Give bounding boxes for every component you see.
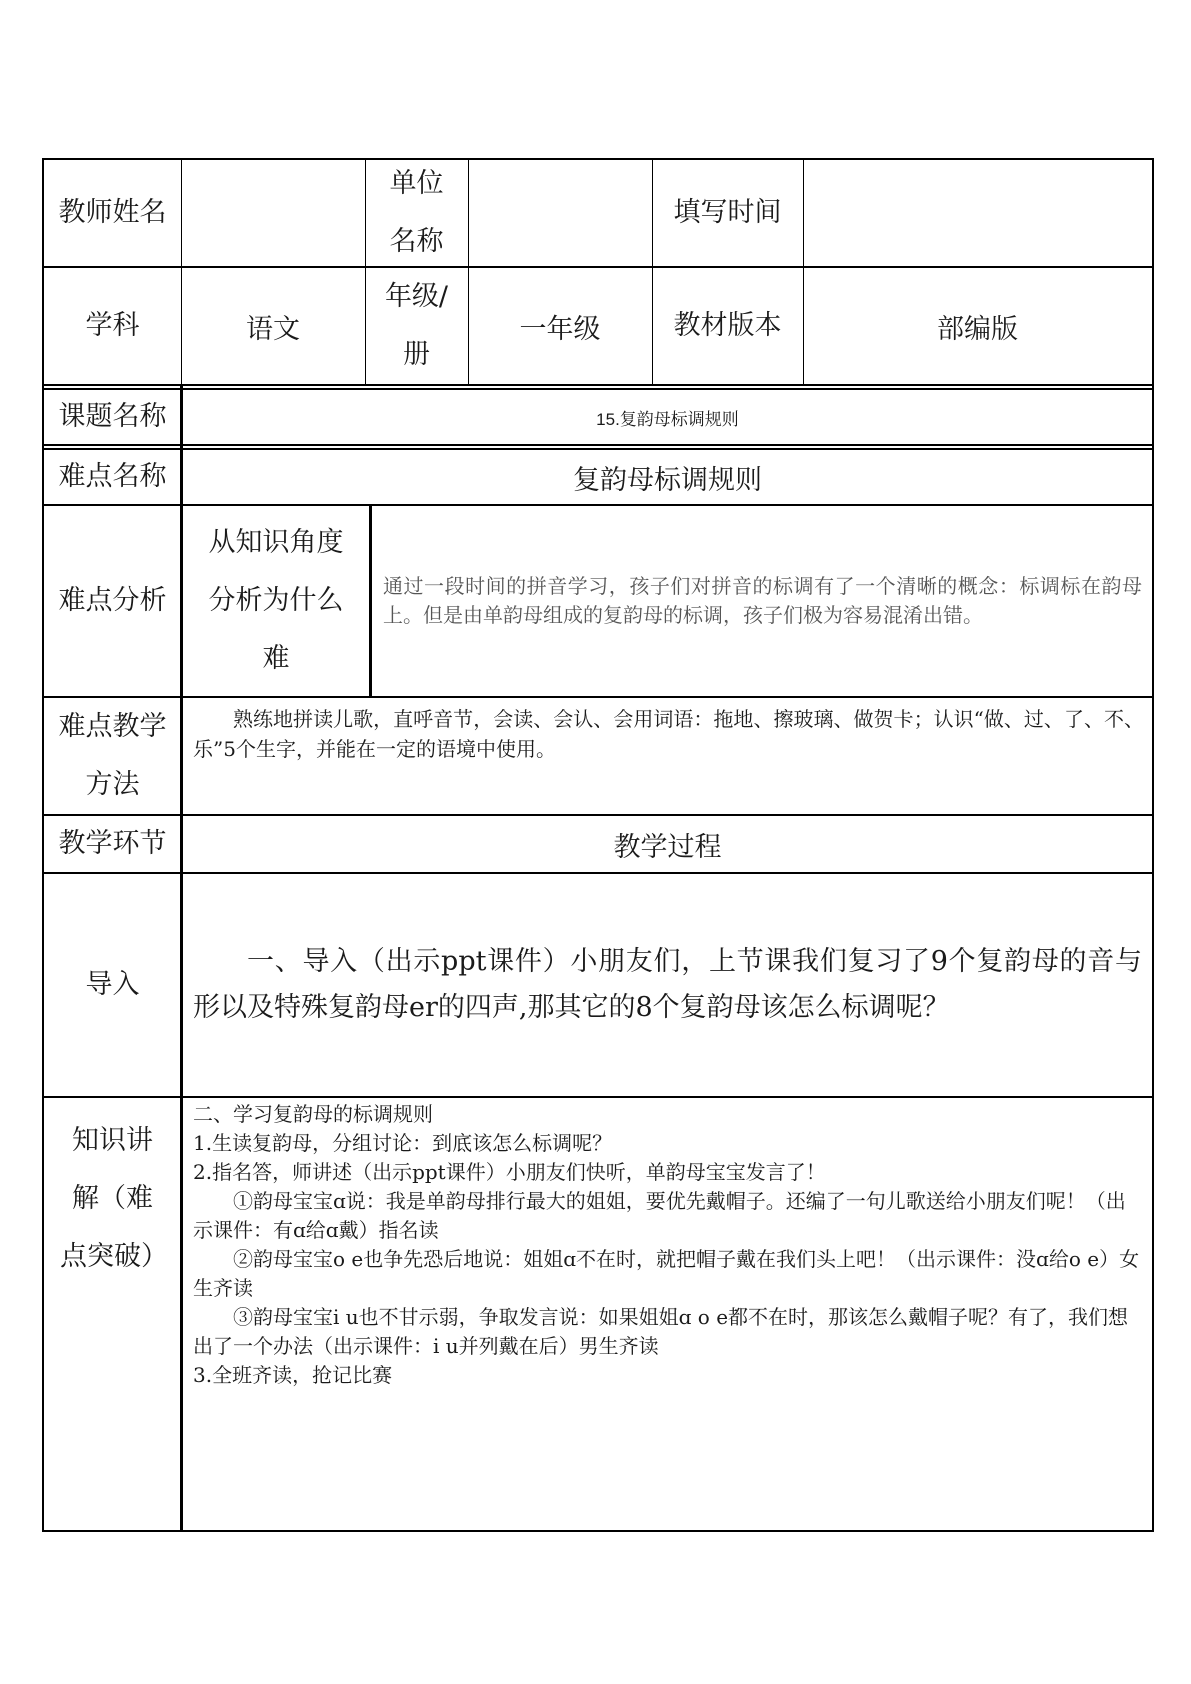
method-label: 难点教学方法 [58, 711, 167, 800]
subject-value: 语文 [246, 313, 300, 345]
row-teacher [44, 160, 1152, 266]
list-item: ①韵母宝宝ɑ说：我是单韵母排行最大的姐姐，要优先戴帽子。还编了一句儿歌送给小朋友们呢！（出示课件：有ɑ给ɑ戴）指名读 [193, 1189, 1126, 1242]
teacher-name-label: 教师姓名 [58, 197, 167, 228]
row-method [44, 698, 1152, 814]
row-difficulty [44, 450, 1152, 504]
knowledge-label: 知识讲解（难点突破） [60, 1125, 168, 1272]
fill-time-value [803, 160, 1152, 266]
list-item: ③韵母宝宝i u也不甘示弱，争取发言说：如果姐姐ɑ o e都不在时，那该怎么戴帽子呢？有了，我们想出了一个办法（出示课件：i u并列戴在后）男生齐读 [193, 1305, 1129, 1358]
list-item: 二、学习复韵母的标调规则 [193, 1102, 433, 1126]
lesson-plan-table [42, 158, 1154, 1532]
row-knowledge [44, 1098, 1152, 1532]
knowledge-list [183, 1100, 1152, 1390]
divider [369, 506, 372, 696]
divider [365, 160, 366, 386]
analysis-sublabel-cell [183, 506, 369, 696]
list-item: 2.指名答，师讲述（出示ppt课件）小朋友们快听，单韵母宝宝发言了！ [193, 1160, 826, 1184]
topic-label: 课题名称 [58, 401, 167, 432]
teacher-name-value [181, 160, 365, 266]
process-title: 教学过程 [613, 831, 722, 863]
list-item: 1.生读复韵母，分组讨论：到底该怎么标调呢？ [193, 1131, 613, 1155]
row-process-header [44, 816, 1152, 872]
textbook-label: 教材版本 [673, 310, 782, 341]
unit-name-cell [365, 160, 468, 266]
unit-name-value [468, 160, 652, 266]
method-text-cell [183, 698, 1152, 764]
analysis-text: 通过一段时间的拼音学习，孩子们对拼音的标调有了一个清晰的概念：标调标在韵母上。但是由单韵母组成的复韵母的标调，孩子们极为容易混淆出错。 [383, 574, 1142, 627]
grade-value: 一年级 [519, 313, 601, 345]
divider [44, 384, 1152, 386]
intro-text: 一、导入（出示ppt课件）小朋友们，上节课我们复习了9个复韵母的音与形以及特殊复韵母er的四声,那其它的8个复韵母该怎么标调呢？ [193, 946, 1142, 1023]
grade-label: 年级/册 [384, 281, 449, 370]
difficulty-value: 复韵母标调规则 [573, 464, 762, 496]
unit-name-label: 单位名称 [389, 168, 444, 257]
intro-label: 导入 [85, 969, 140, 1000]
grade-cell [365, 268, 468, 384]
analysis-label: 难点分析 [58, 585, 167, 616]
row-subject [44, 268, 1152, 384]
process-step-label: 教学环节 [58, 828, 167, 859]
divider [180, 386, 183, 1532]
list-item: 3.全班齐读，抢记比赛 [193, 1363, 393, 1387]
divider [181, 160, 182, 386]
knowledge-label-cell [44, 1112, 181, 1286]
analysis-text-cell [373, 506, 1152, 696]
method-label-cell [44, 698, 181, 814]
divider [468, 160, 469, 386]
difficulty-label: 难点名称 [58, 461, 167, 492]
intro-text-cell [183, 874, 1152, 1096]
topic-value: 15.复韵母标调规则 [596, 409, 739, 429]
list-item: ②韵母宝宝o e也争先恐后地说：姐姐ɑ不在时，就把帽子戴在我们头上吧！（出示课件：没ɑ给o e）女生齐读 [193, 1247, 1140, 1300]
row-topic [44, 390, 1152, 444]
textbook-value: 部编版 [937, 313, 1018, 345]
row-analysis [44, 506, 1152, 696]
subject-label: 学科 [85, 310, 140, 341]
method-text: 熟练地拼读儿歌，直呼音节，会读、会认、会用词语：拖地、擦玻璃、做贺卡；认识“做、过、了、不、乐”5个生字，并能在一定的语境中使用。 [193, 707, 1144, 761]
analysis-sublabel: 从知识角度分析为什么难 [208, 527, 344, 674]
divider [803, 160, 804, 386]
divider [44, 444, 1152, 446]
divider [652, 160, 653, 386]
fill-time-label: 填写时间 [673, 197, 782, 228]
row-intro [44, 874, 1152, 1096]
